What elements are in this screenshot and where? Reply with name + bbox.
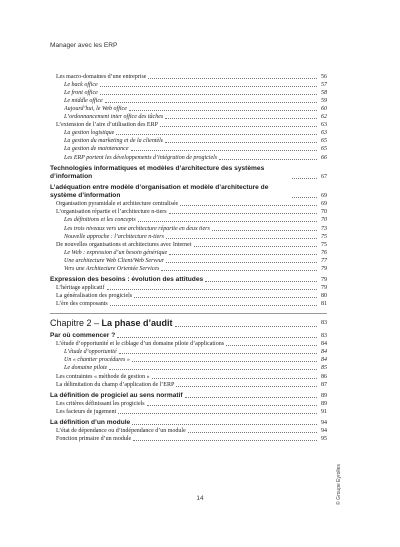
- toc-entry-title: La délimitation du champ d’application de l’ERP: [56, 381, 175, 388]
- toc-entry-title: Vers une Architecture Orientée Services: [64, 265, 160, 272]
- toc-entry-title: Le domaine pilote: [64, 365, 108, 372]
- toc-entry: [50, 121, 327, 129]
- toc-entry: [50, 400, 327, 408]
- toc-page-number: 58: [321, 90, 327, 97]
- toc-entry: [50, 435, 327, 443]
- dot-leader: [100, 86, 317, 87]
- toc-entry: [50, 381, 327, 389]
- toc-entry-title: Les définitions et les concepts: [64, 217, 136, 224]
- toc-entry-title: La gestion logistique: [64, 130, 115, 137]
- toc-page-number: 87: [321, 381, 327, 388]
- toc-entry-title: L’ère des composants: [56, 301, 108, 308]
- toc-entry: [50, 372, 327, 380]
- dot-leader: [148, 78, 317, 79]
- toc-page-number: 83: [321, 333, 327, 340]
- toc-entry: [50, 249, 327, 257]
- toc-page-number: 76: [321, 249, 327, 256]
- dot-leader: [118, 413, 317, 414]
- dot-leader: [188, 432, 317, 433]
- dot-leader: [226, 345, 317, 346]
- toc-page-number: 85: [321, 365, 327, 372]
- running-header: Manager avec les ERP: [50, 42, 118, 49]
- dot-leader: [119, 353, 317, 354]
- chapter-name: La phase d’audit: [101, 318, 173, 329]
- dot-leader: [116, 134, 317, 135]
- toc-entry-title: Les ERP portent les développements d’intégration de progiciels: [64, 154, 218, 161]
- copyright-notice: © Groupe Eyrolles: [336, 464, 342, 505]
- dot-leader: [107, 289, 317, 290]
- toc-entry-title: Fonction primaire d’un module: [56, 436, 132, 443]
- toc-entry: [50, 129, 327, 137]
- toc-entry-title: Nouvelle approche : l’architecture n-tiers: [64, 233, 164, 240]
- toc-section-heading: [50, 332, 327, 340]
- toc-section-heading: [50, 392, 327, 400]
- toc-page-number: 69: [321, 201, 327, 208]
- toc-entry: [50, 265, 327, 273]
- toc-page-number: 63: [321, 130, 327, 137]
- toc-page-number: 84: [321, 357, 327, 364]
- toc-entry-title: L’extension de l’aire d’utilisation des ERP: [56, 122, 158, 129]
- toc-entry: [50, 145, 327, 153]
- toc-entry-title: Les macro-domaines d’une entreprise: [56, 74, 147, 81]
- toc-entry-title: L’étude d’opportunité et le ciblage d’un domaine pilote d’applications: [56, 341, 225, 348]
- toc-entry: [50, 284, 327, 292]
- dot-leader: [169, 213, 317, 214]
- toc-entry-title: L’étude d’opportunité: [64, 349, 117, 356]
- toc-entry: [50, 340, 327, 348]
- toc-entry-title: Aujourd’hui, le Web office: [64, 106, 127, 113]
- dot-leader: [160, 126, 317, 127]
- dot-leader: [180, 205, 317, 206]
- toc-page-number: 84: [321, 341, 327, 348]
- toc-entry-title: De nouvelles organisations et architectures avec Internet: [56, 241, 192, 248]
- toc-page-number: 75: [321, 241, 327, 248]
- dot-leader: [147, 405, 317, 406]
- dot-leader: [129, 110, 317, 111]
- dot-leader: [176, 386, 317, 387]
- dot-leader: [109, 369, 317, 370]
- toc-page-number: 94: [321, 428, 327, 435]
- page-number: 14: [196, 495, 204, 502]
- toc-entry-title: Expression des besoins : évolution des attitudes: [50, 275, 204, 283]
- toc-entry: [50, 233, 327, 241]
- toc-entry-title: La définition d’un module: [50, 418, 131, 426]
- dot-leader: [169, 254, 317, 255]
- dot-leader: [110, 305, 317, 306]
- toc-entry: [50, 208, 327, 216]
- toc-entry-title: La gestion du marketing et de la clientèle: [64, 138, 164, 145]
- toc-page-number: 59: [321, 98, 327, 105]
- dot-leader: [166, 262, 317, 263]
- dot-leader: [133, 440, 317, 441]
- dot-leader: [161, 270, 317, 271]
- toc-entry-title: La définition de progiciel au sens normatif: [50, 391, 183, 399]
- toc-entry: [50, 81, 327, 89]
- dot-leader: [131, 150, 318, 151]
- toc-entry: [50, 73, 327, 81]
- toc-entry-title: Une architecture Web Client/Web Serveur: [64, 257, 165, 264]
- toc-entry-title: Les contraintes « méthode de gestion »: [56, 373, 150, 380]
- toc-page-number: 79: [321, 265, 327, 272]
- dot-leader: [205, 281, 317, 282]
- dot-leader: [212, 230, 317, 231]
- dot-leader: [219, 159, 317, 160]
- toc-page-number: 63: [321, 122, 327, 129]
- toc-page-number: 81: [321, 301, 327, 308]
- toc-page-number: 95: [321, 436, 327, 443]
- dot-leader: [100, 94, 317, 95]
- toc-page-number: 94: [321, 419, 327, 426]
- toc-entry-title: Le Web : expression d’un besoin générique: [64, 249, 168, 256]
- toc-page-number: 79: [321, 276, 327, 283]
- toc-entry-title: Les trois niveaux vers une architecture répartie en deux tiers: [64, 225, 210, 232]
- toc-page-number: 77: [321, 257, 327, 264]
- toc-entry-title: Organisation pyramidale et architecture centralisée: [56, 201, 179, 208]
- chapter-prefix: Chapitre 2 –: [50, 318, 102, 329]
- toc-page-number: 56: [321, 74, 327, 81]
- toc-entry: [50, 216, 327, 224]
- toc-entry: [50, 224, 327, 232]
- toc-chapter-heading: [50, 313, 327, 329]
- toc-section-heading: [50, 184, 327, 200]
- dot-leader: [134, 297, 317, 298]
- toc-page-number: 75: [321, 233, 327, 240]
- dot-leader: [117, 337, 317, 338]
- toc-page-number: 69: [321, 193, 327, 200]
- toc-entry: [50, 356, 327, 364]
- toc-section-heading: [50, 165, 327, 181]
- dot-leader: [194, 246, 317, 247]
- toc-entry: [50, 105, 327, 113]
- dot-leader: [165, 142, 317, 143]
- dot-leader: [132, 424, 317, 425]
- toc-page-number: 60: [321, 106, 327, 113]
- toc-page-number: 65: [321, 146, 327, 153]
- toc-entry: [50, 97, 327, 105]
- dot-leader: [105, 102, 317, 103]
- dot-leader: [166, 238, 317, 239]
- table-of-contents: [50, 73, 327, 443]
- toc-entry: [50, 427, 327, 435]
- toc-page-number: 67: [321, 173, 327, 180]
- toc-section-heading: [50, 419, 327, 427]
- toc-entry: [50, 257, 327, 265]
- chapter-title: [50, 318, 173, 329]
- toc-page-number: 70: [321, 217, 327, 224]
- toc-entry-title: L’adéquation entre modèle d’organisation et modèle d’architecture de système d’information: [50, 183, 269, 200]
- toc-entry-title: L’ordonnancement inter office des tâches: [64, 114, 164, 121]
- toc-entry-title: Technologies informatiques et modèles d’architecture des systèmes d’information: [50, 164, 265, 180]
- toc-page-number: 89: [321, 400, 327, 407]
- toc-entry: [50, 348, 327, 356]
- toc-entry: [50, 89, 327, 97]
- toc-section-heading: [50, 276, 327, 284]
- toc-entry-title: L’état de dépendance ou d’indépendance d’un module: [56, 428, 186, 435]
- toc-entry-title: Le front office: [64, 90, 98, 97]
- toc-page-number: 62: [321, 114, 327, 121]
- toc-entry-title: Les critères définissant les progiciels: [56, 400, 145, 407]
- toc-entry: [50, 292, 327, 300]
- toc-entry-title: Le middle office: [64, 98, 103, 105]
- dot-leader: [152, 378, 317, 379]
- toc-entry-title: Un « chantier procédures »: [64, 357, 130, 364]
- toc-page-number: 80: [321, 293, 327, 300]
- toc-entry: [50, 137, 327, 145]
- toc-page-number: 66: [321, 154, 327, 161]
- toc-page-number: 70: [321, 209, 327, 216]
- toc-entry-title: La gestion de maintenance: [64, 146, 129, 153]
- toc-entry-title: Par où commencer ?: [50, 332, 116, 340]
- toc-page-number: 57: [321, 82, 327, 89]
- toc-page-number: 79: [321, 285, 327, 291]
- toc-entry-title: L’organisation répartie et l’architecture n-tiers: [56, 209, 167, 216]
- toc-page-number: 89: [321, 392, 327, 399]
- toc-page-number: 84: [321, 349, 327, 356]
- dot-leader: [175, 326, 317, 327]
- toc-entry: [50, 113, 327, 121]
- toc-page-number: 65: [321, 138, 327, 145]
- toc-page-number: 73: [321, 225, 327, 232]
- toc-page-number: 83: [321, 320, 327, 327]
- toc-entry: [50, 364, 327, 372]
- toc-page-number: 86: [321, 373, 327, 380]
- toc-entry: [50, 153, 327, 161]
- dot-leader: [185, 397, 317, 398]
- dot-leader: [292, 197, 317, 198]
- toc-entry: [50, 300, 327, 308]
- toc-entry-title: L’héritage applicatif: [56, 285, 105, 291]
- dot-leader: [165, 118, 317, 119]
- toc-entry-title: La généralisation des progiciels: [56, 293, 133, 300]
- dot-leader: [132, 361, 317, 362]
- toc-entry: [50, 241, 327, 249]
- toc-entry: [50, 200, 327, 208]
- toc-page-number: 91: [321, 408, 327, 415]
- toc-entry-title: Le back office: [64, 82, 98, 89]
- toc-entry-title: Les facteurs de jugement: [56, 408, 117, 415]
- dot-leader: [138, 221, 317, 222]
- dot-leader: [292, 178, 317, 179]
- toc-entry: [50, 408, 327, 416]
